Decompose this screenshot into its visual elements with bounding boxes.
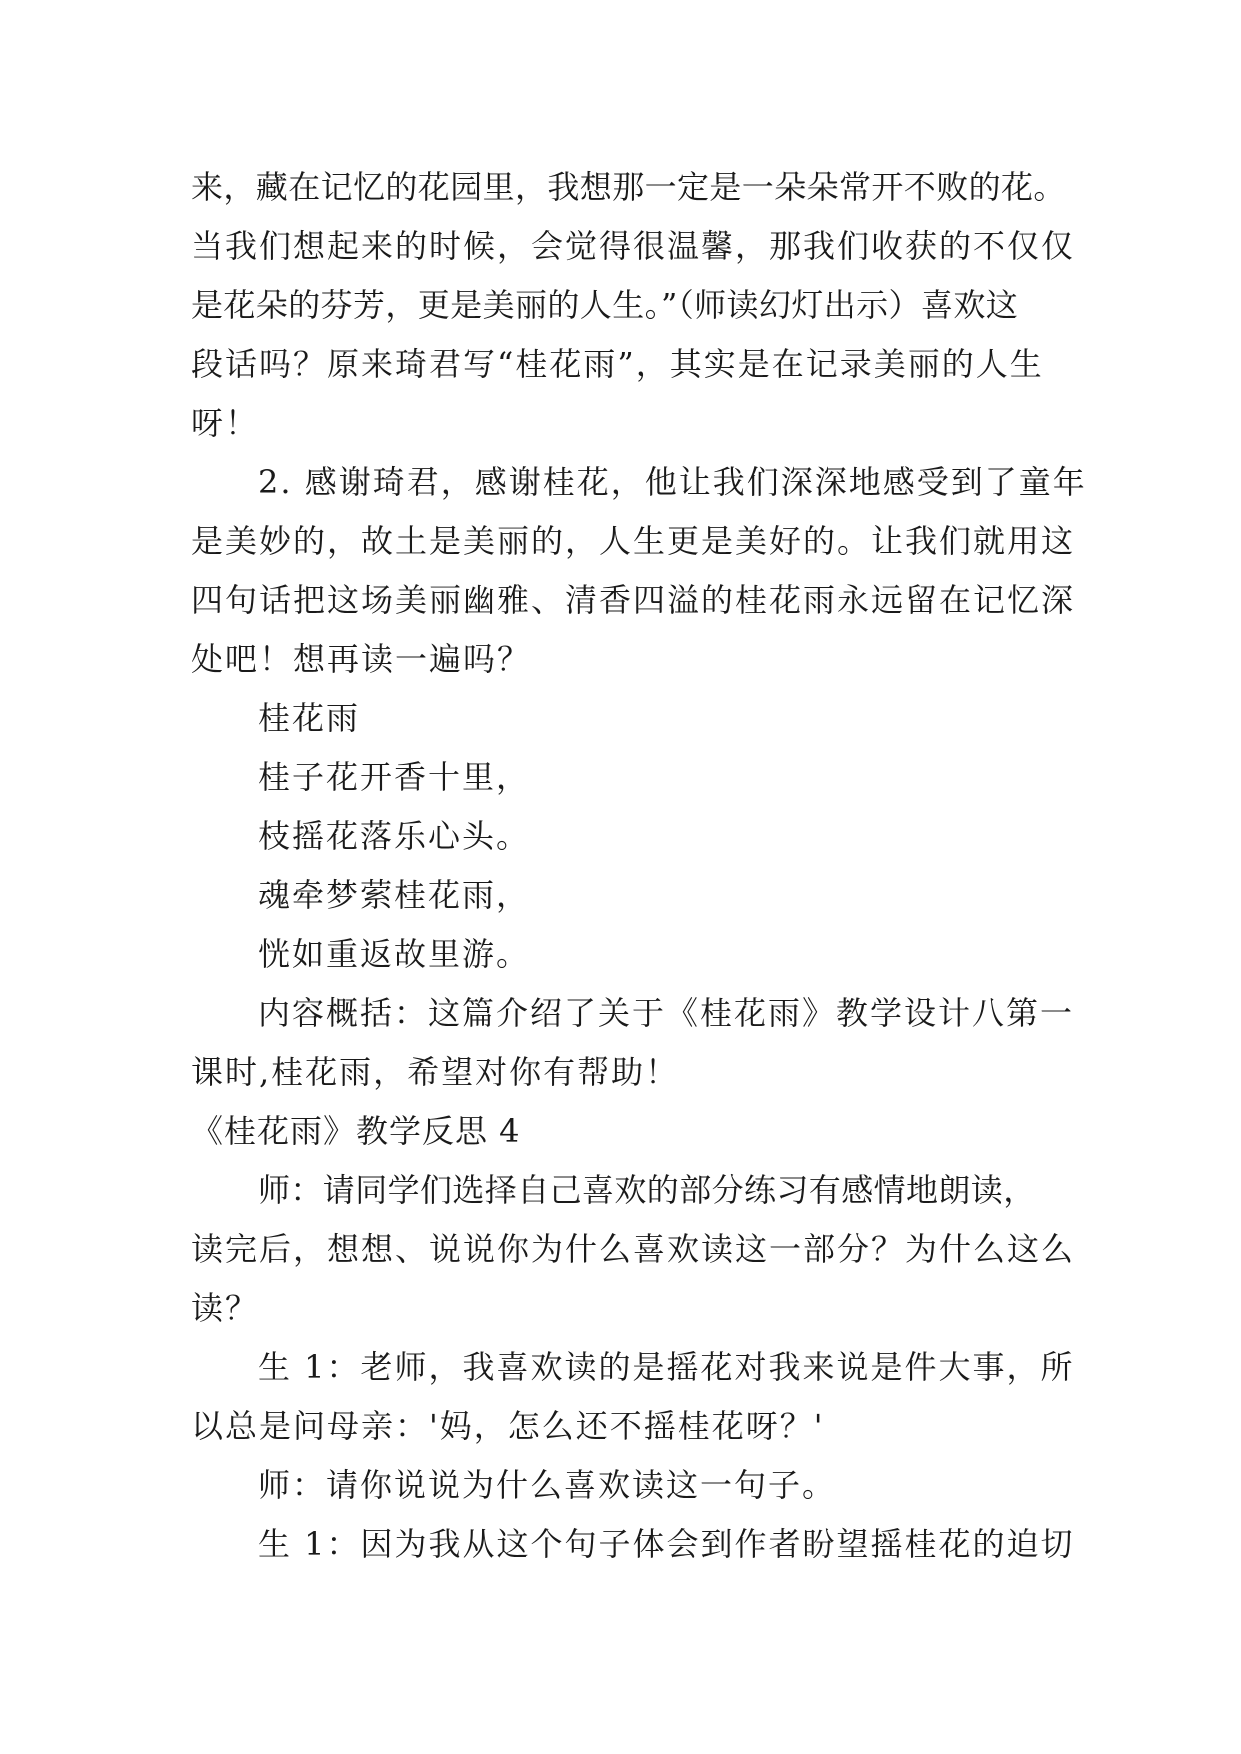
summary-line: 课时,桂花雨，希望对你有帮助！ <box>191 1053 680 1091</box>
paragraph-line: 四句话把这场美丽幽雅、清香四溢的桂花雨永远留在记忆深 <box>191 581 1076 619</box>
dialogue-line: 师：请你说说为什么喜欢读这一句子。 <box>258 1466 837 1504</box>
dialogue-line: 读完后，想想、说说你为什么喜欢读这一部分？为什么这么 <box>191 1230 1076 1268</box>
dialogue-line: 生 1：老师，我喜欢读的是摇花对我来说是件大事，所 <box>258 1348 1075 1386</box>
paragraph-line: 是美妙的，故土是美丽的，人生更是美好的。让我们就用这 <box>191 522 1076 560</box>
paragraph-line: 是花朵的芬芳，更是美丽的人生。”（师读幻灯出示）喜欢这 <box>191 286 1019 324</box>
dialogue-line: 师：请同学们选择自己喜欢的部分练习有感情地朗读， <box>258 1171 1036 1209</box>
paragraph-line: 2. 感谢琦君，感谢桂花，他让我们深深地感受到了童年 <box>258 463 1087 501</box>
poem-line: 枝摇花落乐心头。 <box>258 817 531 855</box>
dialogue-line: 以总是问母亲：'妈，怎么还不摇桂花呀？' <box>191 1407 825 1445</box>
poem-line: 桂子花开香十里， <box>258 758 531 796</box>
section-heading: 《桂花雨》教学反思 4 <box>191 1112 521 1150</box>
paragraph-line: 当我们想起来的时候，会觉得很温馨，那我们收获的不仅仅 <box>191 227 1076 265</box>
summary-line: 内容概括：这篇介绍了关于《桂花雨》教学设计八第一 <box>258 994 1075 1032</box>
document-body <box>191 158 1087 1574</box>
paragraph-line: 呀！ <box>191 404 260 442</box>
dialogue-line: 生 1：因为我从这个句子体会到作者盼望摇桂花的迫切 <box>258 1525 1075 1563</box>
paragraph-line: 来，藏在记忆的花园里，我想那一定是一朵朵常开不败的花。 <box>191 168 1066 206</box>
poem-title: 桂花雨 <box>258 699 361 737</box>
paragraph-line: 段话吗？原来琦君写“桂花雨”，其实是在记录美丽的人生 <box>191 345 1044 383</box>
dialogue-line: 读？ <box>191 1289 260 1327</box>
poem-line: 魂牵梦萦桂花雨， <box>258 876 531 914</box>
poem-line: 恍如重返故里游。 <box>258 935 531 973</box>
paragraph-line: 处吧！想再读一遍吗？ <box>191 640 532 678</box>
